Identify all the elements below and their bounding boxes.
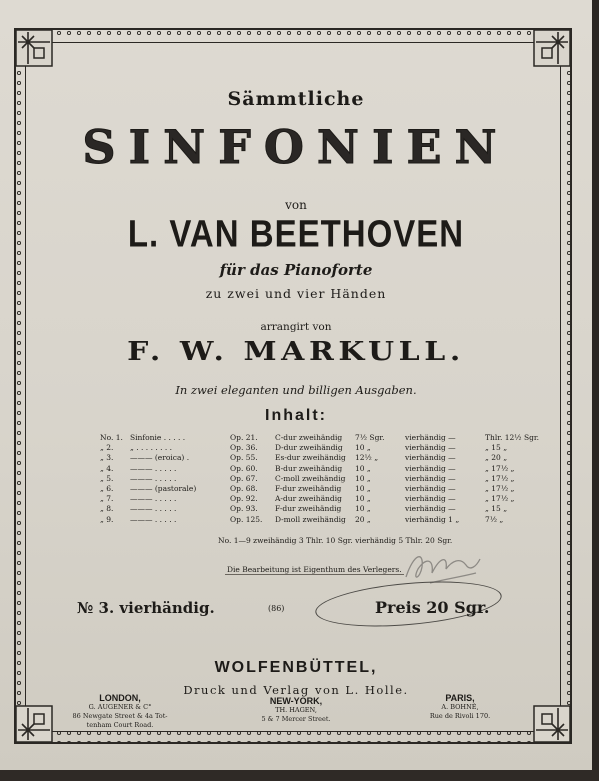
contents-row: „ 7. ——— . . . . . Op. 92. A-dur zweihändig 10 „ vierhändig — „ 17½ „ (100, 494, 515, 504)
contents-table (100, 433, 545, 525)
instrument-line: für das Pianoforte (219, 261, 373, 279)
corner-ornament-icon (14, 704, 54, 744)
title-top: Sämmtliche (227, 88, 365, 110)
plate-number: (86) (268, 604, 285, 613)
arranged-by-label: arrangirt von (260, 321, 332, 333)
composer-name: L. VAN BEETHOVEN (127, 212, 465, 255)
by-label: von (285, 198, 307, 212)
scan-edge-bottom (0, 770, 599, 781)
hands-line: zu zwei und vier Händen (205, 286, 387, 301)
contents-row: „ 4. ——— . . . . . Op. 60. B-dur zweihändig 10 „ vierhändig — „ 17½ „ (100, 463, 515, 473)
corner-ornament-icon (532, 28, 572, 68)
imprint-new-york: NEW-YORK, TH. HAGEN, 5 & 7 Mercer Street. (261, 696, 331, 723)
contents-row: „ 9. ——— . . . . . Op. 125. D-moll zweihändig 20 „ vierhändig 1 „ 7½ „ (100, 514, 504, 524)
scan-edge-right (592, 0, 599, 781)
corner-ornament-icon (14, 28, 54, 68)
contents-row: „ 2. „ . . . . . . . . Op. 36. D-dur zweihändig 10 „ vierhändig — „ 15 „ (100, 443, 508, 453)
main-title: SINFONIEN (82, 120, 510, 174)
price-label: Preis 20 Sgr. (375, 598, 490, 617)
corner-ornament-icon (532, 704, 572, 744)
editions-note: In zwei eleganten und billigen Ausgaben. (175, 383, 417, 397)
publisher-city: WOLFENBÜTTEL, (214, 659, 378, 676)
contents-row: „ 3. ——— (eroica) . Op. 55. Es-dur zweihändig 12½ „ vierhändig — „ 20 „ (100, 453, 508, 463)
imprint-paris: PARIS, A. BOHNÉ, Rue de Rivoli 170. (429, 693, 491, 720)
publisher-line: Druck und Verlag von L. Holle. (183, 683, 409, 697)
contents-row: No. 1. Sinfonie . . . . . Op. 21. C-dur zweihändig 7½ Sgr. vierhändig — Thlr. 12½ Sgr. (100, 433, 540, 442)
imprint-london: LONDON, G. AUGENER & C° 86 Newgate Street & 4a Tot- tenham Court Road. (72, 693, 168, 729)
contents-row: „ 5. ——— . . . . . Op. 67. C-moll zweihändig 10 „ vierhändig — „ 17½ „ (100, 473, 515, 483)
contents-row: „ 8. ——— . . . . . Op. 93. F-dur zweihändig 10 „ vierhändig — „ 15 „ (100, 504, 508, 514)
arranger-name: F. W. MARKULL. (127, 337, 465, 367)
contents-heading: Inhalt: (265, 407, 327, 424)
contents-total: No. 1—9 zweihändig 3 Thlr. 10 Sgr. vierhändig 5 Thlr. 20 Sgr. (218, 536, 453, 545)
contents-row: „ 6. ——— (pastorale) Op. 68. F-dur zweihändig 10 „ vierhändig — „ 17½ „ (100, 483, 515, 493)
edition-label: № 3. vierhändig. (77, 599, 215, 617)
copyright-stamp: Die Bearbeitung ist Eigenthum des Verlegers. (227, 565, 402, 574)
